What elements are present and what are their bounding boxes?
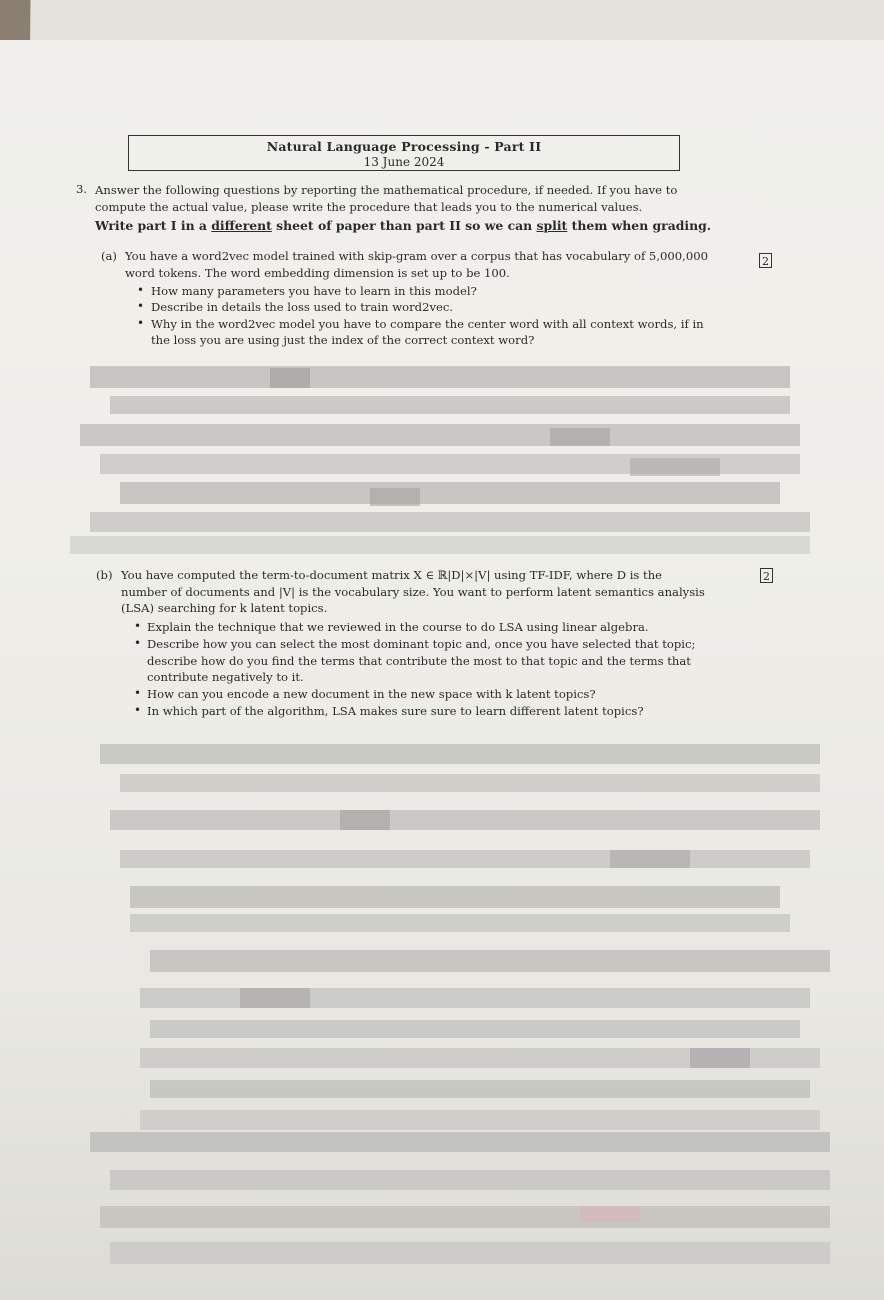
exam-date: 13 June 2024 xyxy=(363,155,445,169)
part-a-line-1: You have a word2vec model trained with skip-gram over a corpus that has vocabulary of 5,000,000 xyxy=(125,249,708,263)
intro-line-2: compute the actual value, please write the procedure that leads you to the numerical values. xyxy=(95,200,643,214)
bullet-icon: • xyxy=(134,703,142,717)
part-b-bullet-2-cont-1: describe how do you find the terms that contribute the most to that topic and the terms that xyxy=(147,654,691,668)
part-a-bullet-1: How many parameters you have to learn in this model? xyxy=(151,284,477,298)
part-a-bullet-2: Describe in details the loss used to train word2vec. xyxy=(151,300,454,314)
part-b-bullet-1: Explain the technique that we reviewed in the course to do LSA using linear algebra. xyxy=(147,620,649,634)
part-a-points-box: 2 xyxy=(759,253,772,268)
intro-line-1: Answer the following questions by reporting the mathematical procedure, if needed. If you have to xyxy=(95,183,678,197)
instruction-text-c: sheet of paper than part II so we can xyxy=(271,218,537,233)
part-a-line-2: word tokens. The word embedding dimension is set up to be 100. xyxy=(125,266,510,280)
bullet-icon: • xyxy=(137,316,145,330)
part-a-label: (a) xyxy=(101,249,117,263)
part-b-bullet-3: How can you encode a new document in the new space with k latent topics? xyxy=(147,687,596,701)
page-title: Natural Language Processing - Part II xyxy=(266,139,542,154)
part-b-bullet-2: Describe how you can select the most dominant topic and, once you have selected that topic; xyxy=(147,637,696,651)
blurred-answer-a xyxy=(70,358,820,558)
header-box xyxy=(128,135,680,171)
bullet-icon: • xyxy=(134,636,142,650)
bullet-icon: • xyxy=(137,283,145,297)
part-b-bullet-2-cont-2: contribute negatively to it. xyxy=(147,670,304,684)
part-b-label: (b) xyxy=(96,568,113,582)
part-b-line-2: number of documents and |V| is the vocabulary size. You want to perform latent semantics analysis xyxy=(121,585,705,599)
bullet-icon: • xyxy=(134,619,142,633)
part-b-line-3: (LSA) searching for k latent topics. xyxy=(121,601,328,615)
instruction-different: different xyxy=(211,218,272,233)
part-a-bullet-3-cont: the loss you are using just the index of the correct context word? xyxy=(151,333,535,347)
question-number: 3. xyxy=(76,182,88,196)
instruction-line xyxy=(95,219,711,233)
instruction-split: split xyxy=(536,218,568,233)
bullet-icon: • xyxy=(137,299,145,313)
part-b-bullet-4: In which part of the algorithm, LSA makes sure sure to learn different latent topics? xyxy=(147,704,644,718)
part-a-bullet-3: Why in the word2vec model you have to compare the center word with all context words, if in xyxy=(151,317,704,331)
blurred-answer-b xyxy=(90,740,840,1270)
bullet-icon: • xyxy=(134,686,142,700)
part-b-line-1: You have computed the term-to-document matrix X ∈ ℝ|D|×|V| using TF-IDF, where D is the xyxy=(121,568,663,582)
instruction-text-e: them when grading. xyxy=(567,218,712,233)
instruction-text-a: Write part I in a xyxy=(95,218,212,233)
part-b-points-box: 2 xyxy=(760,568,773,583)
